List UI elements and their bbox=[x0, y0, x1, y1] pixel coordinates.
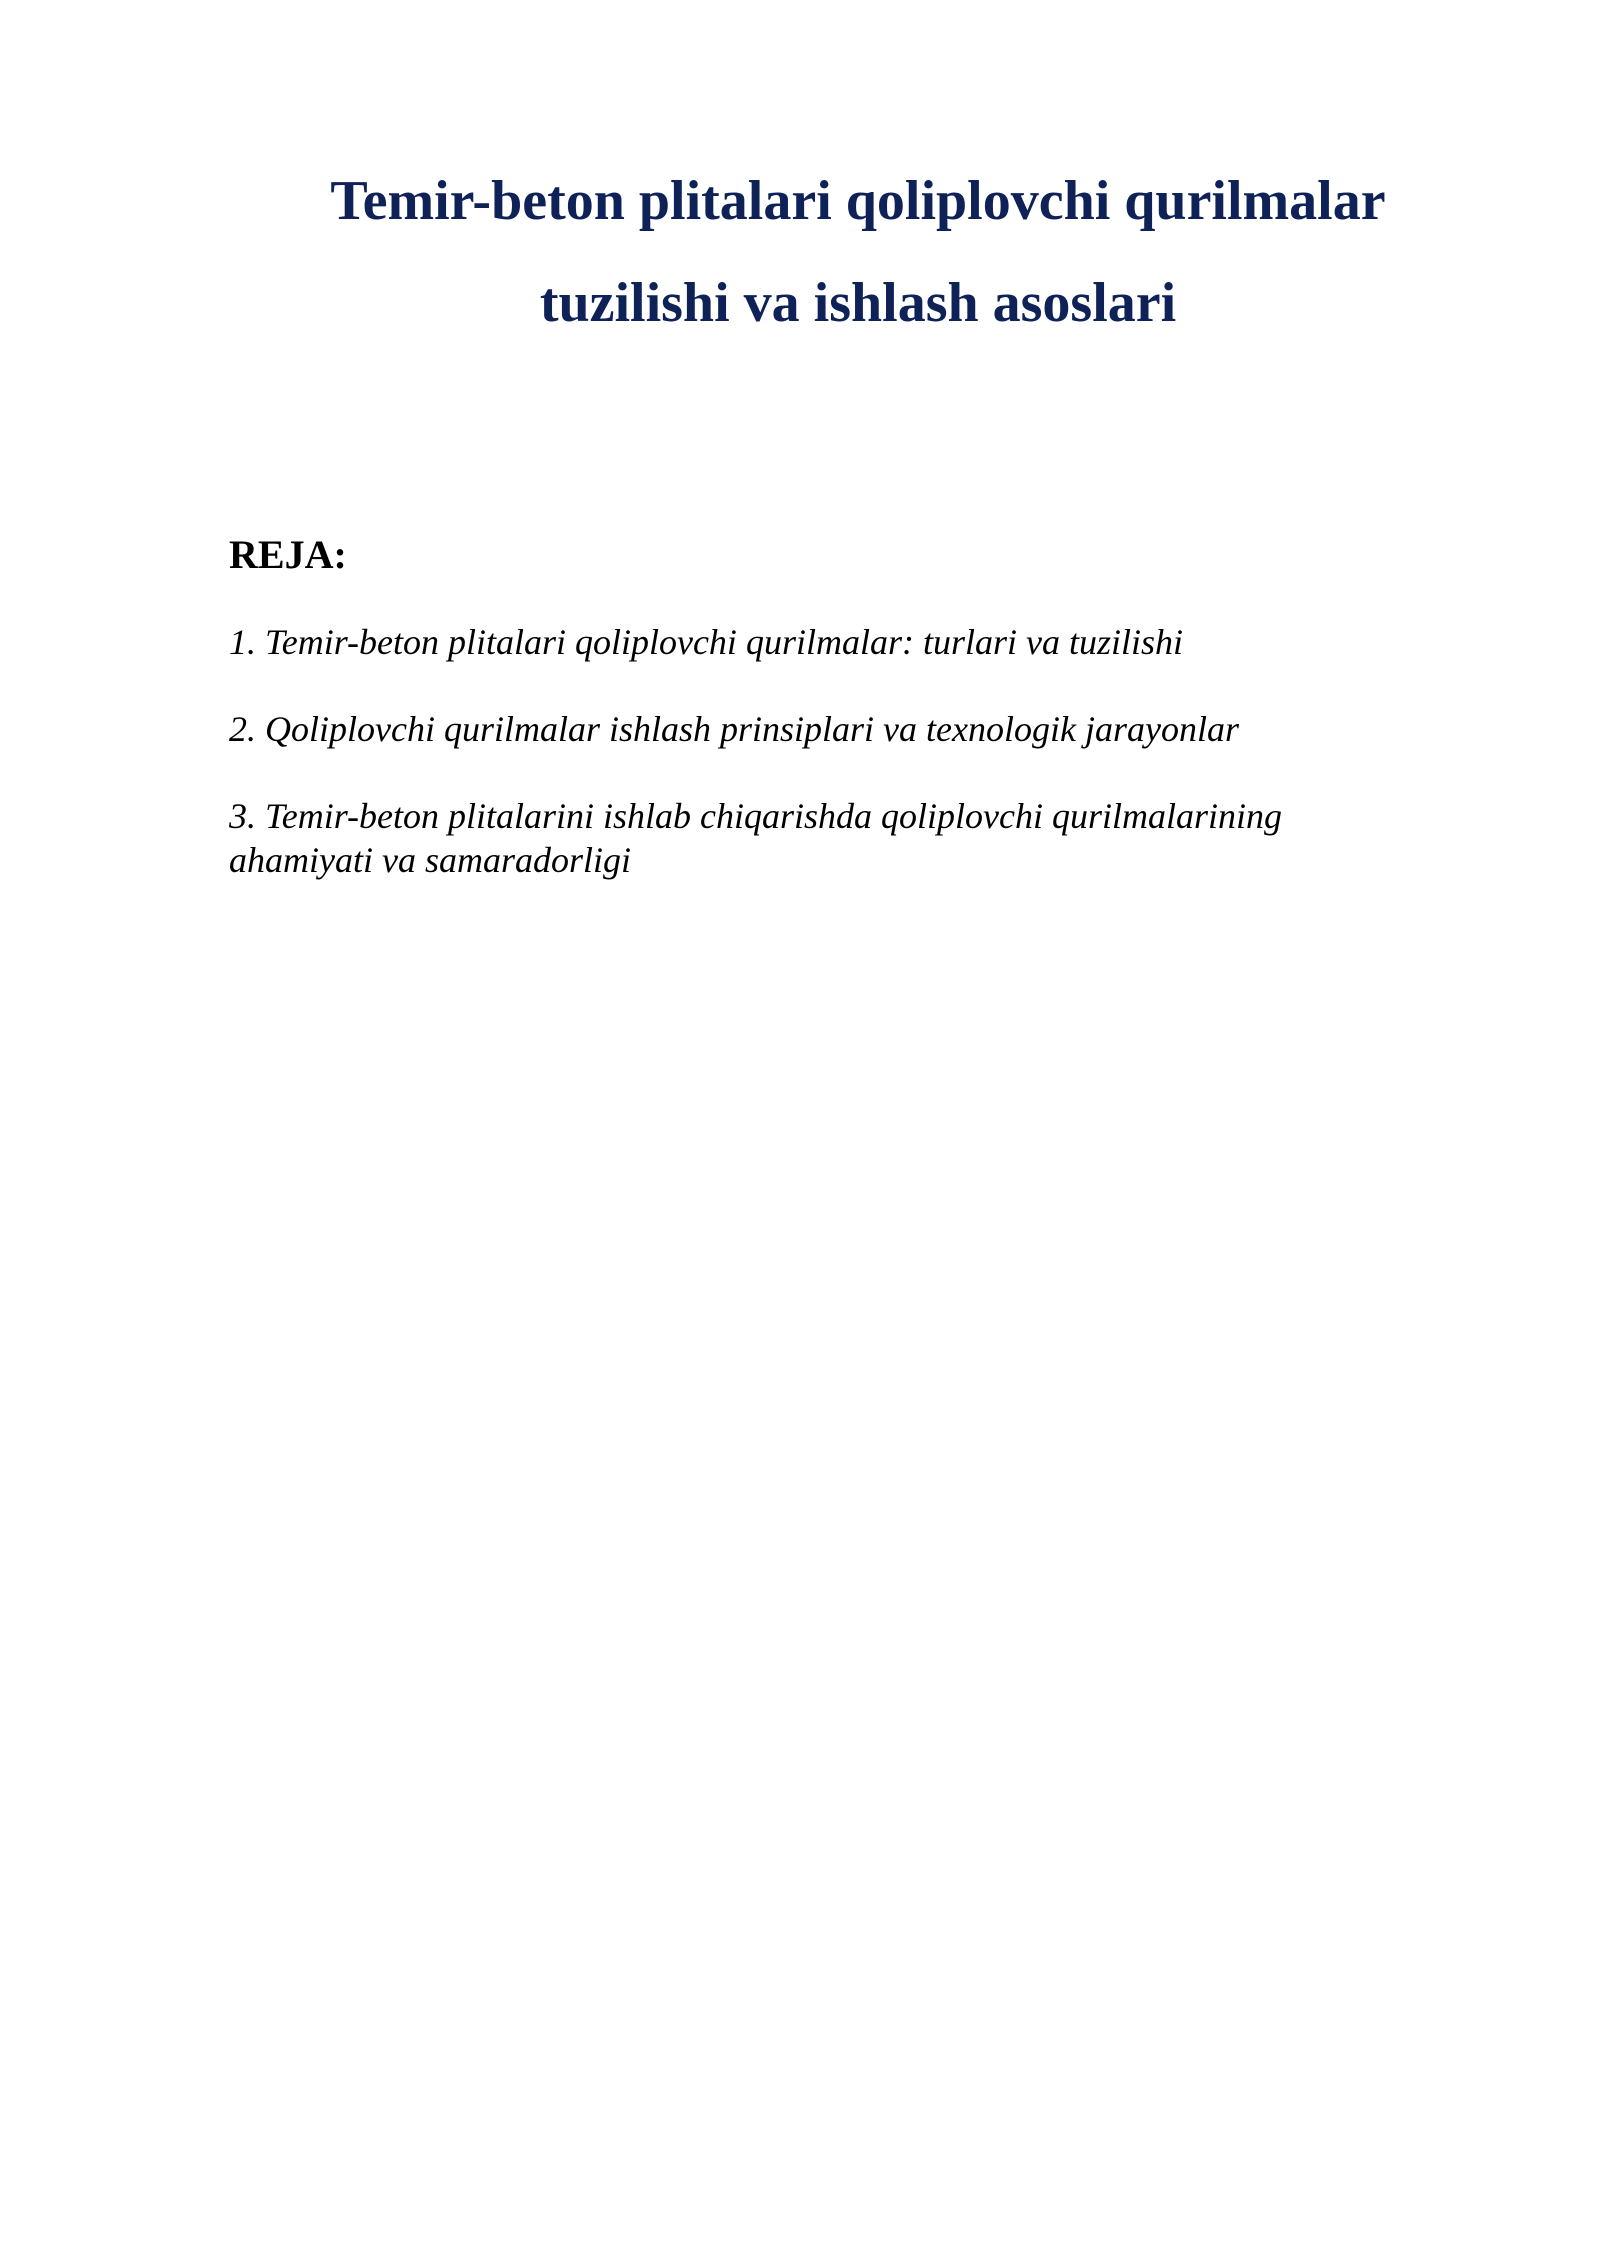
plan-item-2: 2. Qoliplovchi qurilmalar ishlash prinsiplari va texnologik jarayonlar bbox=[229, 709, 1239, 749]
plan-list bbox=[229, 620, 1379, 925]
plan-heading: REJA: bbox=[229, 532, 347, 577]
plan-item-1: 1. Temir-beton plitalari qoliplovchi qurilmalar: turlari va tuzilishi bbox=[229, 622, 1183, 662]
plan-item-3: 3. Temir-beton plitalarini ishlab chiqarishda qoliplovchi qurilmalarining ahamiyati va samaradorligi bbox=[229, 796, 1282, 880]
document-title-line-2: tuzilishi va ishlash asoslari bbox=[539, 272, 1177, 334]
document-title-line-1: Temir-beton plitalari qoliplovchi qurilmalar bbox=[330, 170, 1386, 232]
document-title bbox=[230, 150, 1486, 354]
